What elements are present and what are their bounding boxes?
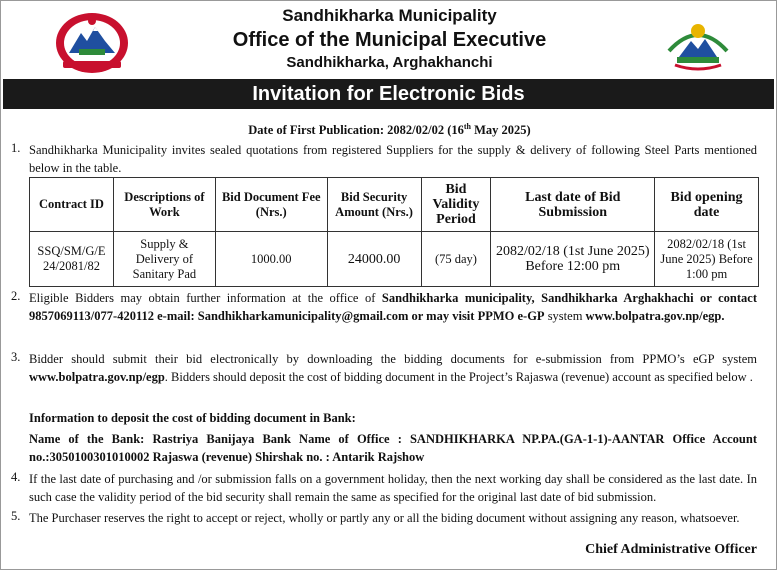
bank-info-title: Information to deposit the cost of bidding document in Bank: — [29, 411, 356, 425]
col-opening: Bid opening date — [655, 178, 759, 232]
item-3-text-a: Bidder should submit their bid electronically by downloading the bidding documents for e-submission from PPMO’s eGP system — [29, 352, 757, 366]
cell-description: Supply & Delivery of Sanitary Pad — [113, 232, 215, 287]
item-number-5: 5. — [11, 509, 21, 523]
item-number-2: 2. — [11, 289, 21, 303]
office-name: Office of the Municipal Executive — [232, 29, 547, 51]
table-row — [30, 232, 759, 287]
item-2-text-a: Eligible Bidders may obtain further information at the office of — [29, 291, 382, 305]
item-3-text-c: . Bidders should deposit the cost of bidding document in the Project’s Rajaswa (revenue) account as specified below . — [164, 370, 753, 384]
item-number-3: 3. — [11, 350, 21, 364]
col-security: Bid Security Amount (Nrs.) — [327, 178, 421, 232]
item-3-website: www.bolpatra.gov.np/egp — [29, 370, 165, 384]
item-3-text — [29, 350, 757, 386]
bank-info-details: Name of the Bank: Rastriya Banijaya Bank Name of Office : SANDHIKHARKA NP.PA.(GA-1-1)-AANTAR Office Account no.:3050100301010002 Rajaswa (revenue) Shirshak no. : Antarik Rajshow — [29, 432, 757, 464]
col-description: Descriptions of Work — [113, 178, 215, 232]
col-doc-fee: Bid Document Fee (Nrs.) — [215, 178, 327, 232]
col-last-date: Last date of Bid Submission — [491, 178, 655, 232]
cell-last-date: 2082/02/18 (1st June 2025) Before 12:00 pm — [491, 232, 655, 287]
item-5-text: The Purchaser reserves the right to accept or reject, wholly or partly any or all the biding document without assigning any reason, whatsoever. — [29, 511, 740, 525]
item-number-4: 4. — [11, 470, 21, 484]
bid-table — [29, 177, 759, 287]
publication-date-sup: th — [463, 122, 471, 131]
bid-table-header-row — [30, 178, 759, 232]
cell-doc-fee: 1000.00 — [215, 232, 327, 287]
cell-security: 24000.00 — [327, 232, 421, 287]
cell-opening: 2082/02/18 (1st June 2025) Before 1:00 pm — [655, 232, 759, 287]
item-1-text: Sandhikharka Municipality invites sealed quotations from registered Suppliers for the supply & delivery of following Steel Parts mentioned below in the table. — [29, 143, 757, 175]
signature-title: Chief Administrative Officer — [585, 542, 757, 557]
municipality-logo-icon — [665, 11, 731, 71]
publication-date-prefix: Date of First Publication: 2082/02/02 (16 — [248, 123, 464, 138]
item-2-text-c: system — [544, 309, 586, 323]
cell-contract-id: SSQ/SM/G/E 24/2081/82 — [30, 232, 114, 287]
publication-date — [1, 122, 777, 138]
item-number-1: 1. — [11, 141, 21, 155]
office-location: Sandhikharka, Arghakhanchi — [286, 54, 493, 71]
publication-date-suffix: May 2025) — [471, 123, 531, 138]
municipality-name: Sandhikharka Municipality — [282, 6, 497, 25]
item-2-website: www.bolpatra.gov.np/egp. — [585, 309, 725, 323]
col-validity: Bid Validity Period — [421, 178, 491, 232]
col-contract-id: Contract ID — [30, 178, 114, 232]
item-4-text: If the last date of purchasing and /or submission falls on a government holiday, then the next working day shall be considered as the last date. In such case the validity period of the bid security shall remain the same as specified for the original last date of bid submission. — [29, 472, 757, 504]
header — [1, 1, 777, 79]
item-2-contact: Sandhikharka municipality, Sandhikharka Arghakhachi or contact 9857069113/077-420112 e-mail: Sandhikharkamunicipality@gmail.com or may visit PPMO e-GP — [29, 291, 758, 323]
notice-title-banner: Invitation for Electronic Bids — [3, 79, 774, 109]
item-2-text — [29, 289, 757, 325]
cell-validity: (75 day) — [421, 232, 491, 287]
